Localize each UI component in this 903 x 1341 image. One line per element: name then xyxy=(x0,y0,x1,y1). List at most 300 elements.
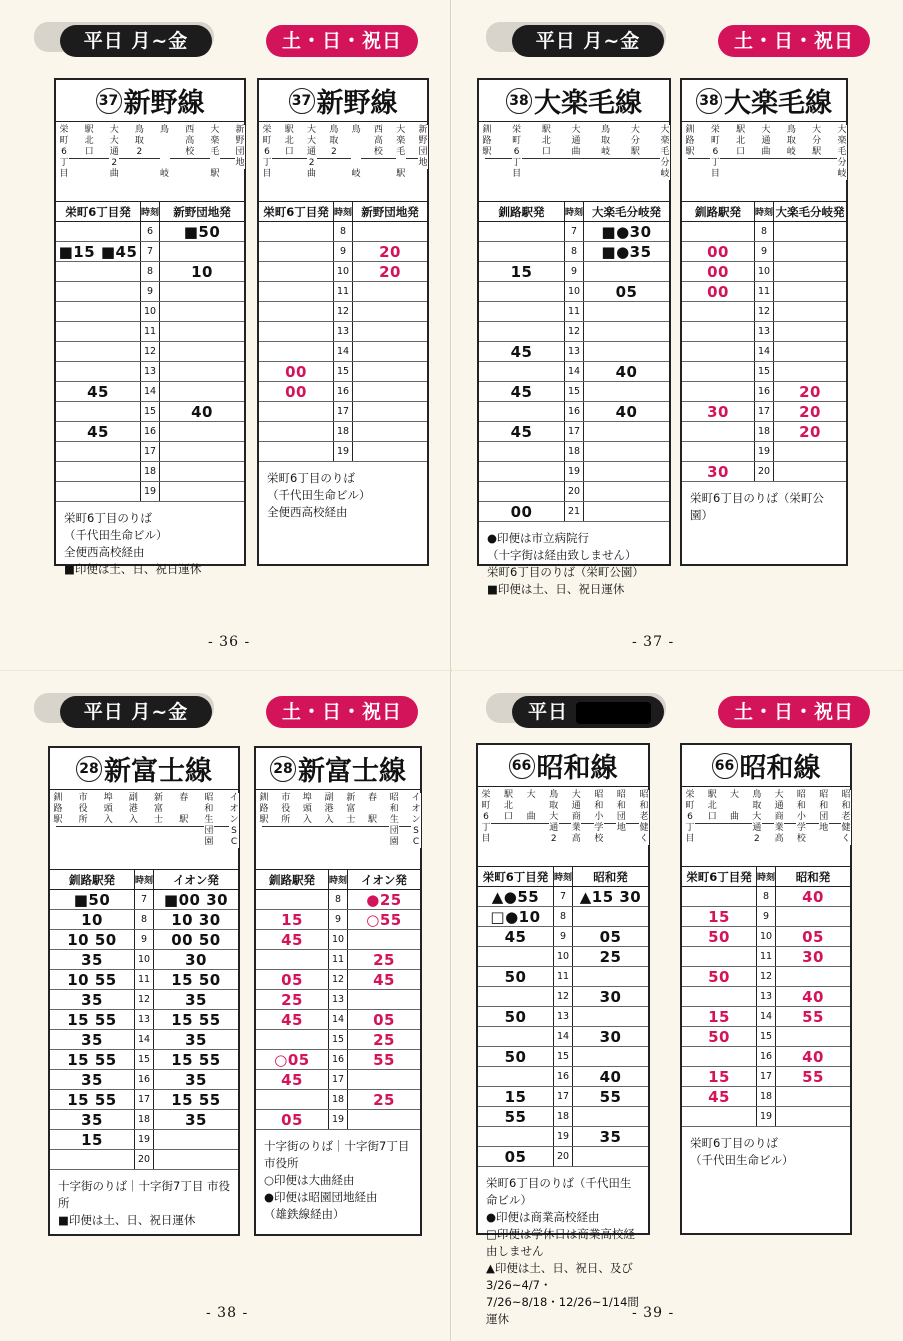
departure-right: 05 xyxy=(615,282,638,301)
note-line: ■印便は土、日、祝日運休 xyxy=(58,1213,196,1227)
departure-right xyxy=(353,322,427,341)
route-number: 66 xyxy=(509,753,535,779)
departure-right xyxy=(353,442,427,461)
table-row xyxy=(259,322,427,342)
note-line: ○印便は大曲経由 xyxy=(264,1173,355,1187)
departure-left xyxy=(56,402,140,421)
departure-left: □●10 xyxy=(490,907,541,926)
table-header xyxy=(478,867,648,887)
departure-left: 15 55 xyxy=(67,1050,117,1069)
table-row xyxy=(478,1147,648,1167)
hour-cell: 17 xyxy=(553,1087,573,1106)
table-row xyxy=(50,930,238,950)
departure-right: 15 55 xyxy=(171,1090,221,1109)
table-row xyxy=(682,462,846,482)
stop-name: 新 富 士 xyxy=(154,793,164,825)
table-row xyxy=(478,1127,648,1147)
hour-cell: 19 xyxy=(553,1127,573,1146)
departure-right xyxy=(353,222,427,241)
note-line: （雄鉄線経由） xyxy=(264,1207,345,1221)
route-title xyxy=(478,745,648,787)
departure-left: 45 xyxy=(87,382,109,401)
table-header xyxy=(256,870,420,890)
departure-right: 30 xyxy=(599,1027,622,1046)
col-right-header: 昭和発 xyxy=(795,869,831,884)
weekday-label xyxy=(60,25,212,57)
departure-left: 30 xyxy=(707,462,729,481)
stop-name: 駅 北 口 xyxy=(541,125,551,157)
stop-name: 昭 和 生 団 園 xyxy=(204,793,214,847)
hour-cell: 17 xyxy=(328,1070,348,1089)
table-row xyxy=(682,342,846,362)
holiday-timetable xyxy=(680,743,852,1235)
hour-cell: 9 xyxy=(754,242,774,261)
hour-cell: 17 xyxy=(333,402,353,421)
table-row xyxy=(479,262,669,282)
weekday-text: 平日 月~金 xyxy=(83,701,189,723)
departure-right xyxy=(776,907,850,926)
hour-cell: 12 xyxy=(333,302,353,321)
departure-right xyxy=(584,442,669,461)
route-stops xyxy=(256,790,420,870)
hour-cell: 15 xyxy=(756,1027,776,1046)
departure-left: 50 xyxy=(708,927,730,946)
holiday-label: 土・日・祝日 xyxy=(266,25,418,57)
departure-left xyxy=(259,442,333,461)
departure-left xyxy=(682,342,754,361)
hour-cell: 9 xyxy=(328,910,348,929)
table-row xyxy=(682,1027,850,1047)
departure-left xyxy=(56,302,140,321)
hour-cell: 19 xyxy=(564,462,584,481)
departure-left xyxy=(479,242,564,261)
departure-right xyxy=(573,907,648,926)
hour-cell: 14 xyxy=(754,342,774,361)
note-line: ▲印便は土、日、祝日、及び3/26~4/7・ xyxy=(486,1261,633,1292)
table-row xyxy=(682,282,846,302)
departure-left xyxy=(256,1090,328,1109)
departure-left: 00 xyxy=(285,362,307,381)
table-row xyxy=(682,987,850,1007)
departure-right: 25 xyxy=(373,950,395,969)
departure-right: 40 xyxy=(802,987,824,1006)
departure-right xyxy=(348,1110,420,1129)
hour-cell: 19 xyxy=(140,482,160,501)
hour-cell: 11 xyxy=(553,967,573,986)
departure-right xyxy=(774,262,846,281)
hour-cell: 10 xyxy=(553,947,573,966)
departure-right xyxy=(573,1107,648,1126)
hour-cell: 10 xyxy=(134,950,154,969)
table-row xyxy=(682,887,850,907)
route-name: 新富士線 xyxy=(298,756,406,787)
stop-name: 昭 和 団 地 xyxy=(819,790,829,833)
departure-right xyxy=(774,362,846,381)
departure-right: 35 xyxy=(185,990,207,1009)
note-line: （千代田生命ビル） xyxy=(267,488,371,502)
departure-left: 45 xyxy=(708,1087,730,1106)
hour-cell: 10 xyxy=(564,282,584,301)
table-row xyxy=(479,302,669,322)
table-row xyxy=(478,1047,648,1067)
timetable-notes xyxy=(56,506,244,582)
route-number: 28 xyxy=(76,756,102,782)
table-row xyxy=(256,1090,420,1110)
stop-name: 大 大 通 2 曲 xyxy=(307,125,317,179)
departure-left xyxy=(479,402,564,421)
note-line: 栄町6丁目のりば（栄町公園） xyxy=(487,565,644,579)
departure-right: 55 xyxy=(599,1087,622,1106)
table-row xyxy=(56,342,244,362)
departure-left xyxy=(479,362,564,381)
route-name: 大楽毛線 xyxy=(724,88,832,119)
departure-right: ■50 xyxy=(183,222,221,241)
table-row xyxy=(479,442,669,462)
hour-cell: 14 xyxy=(328,1010,348,1029)
departure-left xyxy=(478,947,553,966)
hour-cell: 18 xyxy=(754,422,774,441)
stop-name: 西 高 校 xyxy=(185,125,195,157)
table-row xyxy=(56,242,244,262)
timetable-page xyxy=(452,671,903,1341)
timetable-notes xyxy=(479,526,669,602)
hour-cell: 15 xyxy=(564,382,584,401)
departure-left: 50 xyxy=(504,1047,527,1066)
departure-left xyxy=(56,282,140,301)
departure-left: 35 xyxy=(81,1030,103,1049)
departure-left: 50 xyxy=(708,1027,730,1046)
table-row xyxy=(478,1007,648,1027)
hour-cell: 20 xyxy=(564,482,584,501)
col-right-header: 大楽毛分岐発 xyxy=(775,204,845,219)
col-right-header: 新野団地発 xyxy=(361,204,419,219)
hour-cell: 9 xyxy=(134,930,154,949)
hour-cell: 13 xyxy=(140,362,160,381)
table-row xyxy=(56,322,244,342)
departure-right xyxy=(160,462,244,481)
stop-name: 新 富 士 xyxy=(346,793,356,825)
table-row xyxy=(256,990,420,1010)
page-number: - 39 - xyxy=(632,1305,675,1321)
departure-left xyxy=(259,262,333,281)
table-header xyxy=(479,202,669,222)
stop-name: イ オ ン S C xyxy=(411,793,421,847)
departure-right: 35 xyxy=(185,1030,207,1049)
departure-left xyxy=(682,362,754,381)
hour-cell: 13 xyxy=(333,322,353,341)
table-row xyxy=(259,302,427,322)
departure-right: 05 xyxy=(802,927,824,946)
route-stops xyxy=(259,122,427,202)
hour-cell: 19 xyxy=(134,1130,154,1149)
table-row xyxy=(682,1047,850,1067)
table-row xyxy=(256,930,420,950)
hour-cell: 11 xyxy=(564,302,584,321)
departure-right xyxy=(584,302,669,321)
stop-name: 鳥 取 2 xyxy=(134,125,144,157)
hour-cell: 8 xyxy=(564,242,584,261)
departure-right xyxy=(584,342,669,361)
stop-name: 釧 路 駅 xyxy=(685,125,695,157)
departure-right xyxy=(160,382,244,401)
table-row xyxy=(479,382,669,402)
table-row xyxy=(478,987,648,1007)
departure-left xyxy=(682,987,756,1006)
hour-header: 時刻 xyxy=(333,202,353,221)
table-row xyxy=(256,910,420,930)
route-title xyxy=(56,80,244,122)
departure-left: 50 xyxy=(504,1007,527,1026)
table-row xyxy=(478,1087,648,1107)
table-row xyxy=(50,990,238,1010)
note-line: 栄町6丁目のりば xyxy=(64,511,152,525)
stop-name: 市 役 所 xyxy=(78,793,88,825)
departure-left xyxy=(259,222,333,241)
note-line: ■印便は土、日、祝日運休 xyxy=(487,582,625,596)
departure-right: 25 xyxy=(373,1090,395,1109)
table-row xyxy=(479,482,669,502)
stop-name: 駅 北 口 xyxy=(707,790,717,822)
hour-cell: 17 xyxy=(754,402,774,421)
table-row xyxy=(50,890,238,910)
departure-right xyxy=(776,1027,850,1046)
departure-right: 30 xyxy=(802,947,824,966)
table-row xyxy=(479,502,669,522)
stop-name: 春 駅 xyxy=(368,793,378,825)
departure-left: 00 xyxy=(510,502,533,521)
route-name: 昭和線 xyxy=(536,753,618,784)
stop-name: 昭 和 小 学 校 xyxy=(796,790,806,844)
note-line: ●印便は昭園団地経由 xyxy=(264,1190,378,1204)
departure-left xyxy=(682,382,754,401)
departure-left xyxy=(478,1127,553,1146)
hour-cell: 8 xyxy=(134,910,154,929)
route-title xyxy=(256,748,420,790)
hour-cell: 13 xyxy=(553,1007,573,1026)
hour-cell: 19 xyxy=(754,442,774,461)
hour-cell: 9 xyxy=(564,262,584,281)
departure-left xyxy=(259,322,333,341)
note-line: （千代田生命ビル） xyxy=(64,528,168,542)
table-row xyxy=(682,222,846,242)
hour-header: 時刻 xyxy=(564,202,584,221)
stop-name: イ オ ン S C xyxy=(229,793,239,847)
col-right-header: イオン発 xyxy=(173,872,219,887)
hour-cell: 15 xyxy=(134,1050,154,1069)
departure-left xyxy=(479,302,564,321)
stop-name: 栄 町 6 丁 目 xyxy=(59,125,69,179)
stop-name: 昭 和 生 団 園 xyxy=(389,793,399,847)
table-row xyxy=(682,1067,850,1087)
departure-right xyxy=(573,1147,648,1166)
departure-left: 15 xyxy=(708,1007,730,1026)
hour-cell: 15 xyxy=(333,362,353,381)
hour-cell: 18 xyxy=(553,1107,573,1126)
departure-right xyxy=(774,282,846,301)
departure-right: ○55 xyxy=(366,910,402,929)
timetable-page xyxy=(0,0,451,670)
note-line: 栄町6丁目のりば（栄町公園） xyxy=(690,491,824,522)
hour-cell: 10 xyxy=(333,262,353,281)
departure-right xyxy=(160,442,244,461)
note-line: □印便は学休日は商業高校経由しません xyxy=(486,1227,635,1258)
note-line: ●印便は市立病院行 xyxy=(487,531,590,545)
weekday-text: 平日 月~金 xyxy=(535,30,641,52)
hour-cell: 12 xyxy=(134,990,154,1009)
hour-cell: 7 xyxy=(134,890,154,909)
route-name: 新野線 xyxy=(316,88,398,119)
departure-left: 35 xyxy=(81,1070,103,1089)
departure-right xyxy=(573,1007,648,1026)
departure-left xyxy=(479,462,564,481)
departure-right xyxy=(774,442,846,461)
departure-left xyxy=(256,1030,328,1049)
departure-left xyxy=(478,1027,553,1046)
departure-right: 40 xyxy=(802,1047,824,1066)
departure-left: 45 xyxy=(510,422,533,441)
table-row xyxy=(479,282,669,302)
route-title xyxy=(259,80,427,122)
route-stops xyxy=(478,787,648,867)
route-name: 大楽毛線 xyxy=(534,88,642,119)
route-title xyxy=(479,80,669,122)
departure-right xyxy=(584,322,669,341)
page-number: - 36 - xyxy=(208,634,251,650)
hour-cell: 19 xyxy=(328,1110,348,1129)
hour-cell: 8 xyxy=(328,890,348,909)
departure-right xyxy=(353,402,427,421)
departure-right xyxy=(353,342,427,361)
departure-left xyxy=(682,422,754,441)
table-row xyxy=(682,362,846,382)
departure-right xyxy=(348,990,420,1009)
table-row xyxy=(50,1050,238,1070)
stop-name: 埠 頭 入 xyxy=(302,793,312,825)
table-row xyxy=(256,1030,420,1050)
hour-cell: 17 xyxy=(756,1067,776,1086)
hour-cell: 19 xyxy=(756,1107,776,1126)
departure-left xyxy=(682,947,756,966)
table-row xyxy=(479,322,669,342)
note-line: （千代田生命ビル） xyxy=(690,1153,794,1167)
departure-left: 05 xyxy=(281,970,303,989)
stop-name: 大 曲 xyxy=(730,790,740,822)
departure-left xyxy=(256,950,328,969)
departure-left: 10 55 xyxy=(67,970,117,989)
departure-left xyxy=(259,282,333,301)
table-row xyxy=(259,382,427,402)
weekday-timetable xyxy=(48,746,240,1236)
table-row xyxy=(50,1070,238,1090)
departure-right: 20 xyxy=(799,382,821,401)
departure-left: 00 xyxy=(285,382,307,401)
table-row xyxy=(56,442,244,462)
table-row xyxy=(259,282,427,302)
hour-cell: 8 xyxy=(140,262,160,281)
departure-right xyxy=(776,1107,850,1126)
departure-left: ■15 ■45 xyxy=(58,242,138,261)
hour-cell: 14 xyxy=(140,382,160,401)
departure-right: 05 xyxy=(599,927,622,946)
stop-name: 駅 北 口 xyxy=(504,790,514,822)
note-line: 全便西高校経由 xyxy=(64,545,145,559)
departure-right xyxy=(160,342,244,361)
hour-cell: 15 xyxy=(140,402,160,421)
departure-right xyxy=(160,362,244,381)
table-row xyxy=(56,282,244,302)
departure-left: 05 xyxy=(504,1147,527,1166)
departure-left xyxy=(56,362,140,381)
table-row xyxy=(56,382,244,402)
table-row xyxy=(256,1010,420,1030)
hour-cell: 13 xyxy=(754,322,774,341)
table-row xyxy=(479,402,669,422)
departure-right: 10 xyxy=(191,262,213,281)
stop-name: 昭 和 老 健 く xyxy=(841,790,851,844)
timetable-page xyxy=(0,671,451,1341)
table-row xyxy=(259,262,427,282)
stop-name: 栄 町 6 丁 目 xyxy=(512,125,522,179)
departure-right: 15 55 xyxy=(171,1050,221,1069)
departure-right: ▲15 30 xyxy=(579,887,642,906)
table-row xyxy=(56,402,244,422)
departure-right xyxy=(154,1130,238,1149)
departure-right: 15 55 xyxy=(171,1010,221,1029)
departure-left xyxy=(479,482,564,501)
departure-right xyxy=(774,222,846,241)
hour-cell: 15 xyxy=(553,1047,573,1066)
departure-left: 30 xyxy=(707,402,729,421)
stop-name: 鳥 取 2 xyxy=(329,125,339,157)
departure-right xyxy=(584,262,669,281)
departure-right: 10 30 xyxy=(171,910,221,929)
departure-left: 15 xyxy=(504,1087,527,1106)
hour-cell: 20 xyxy=(134,1150,154,1169)
route-title xyxy=(682,745,850,787)
departure-right xyxy=(353,282,427,301)
departure-left: 15 55 xyxy=(67,1010,117,1029)
table-row xyxy=(478,1067,648,1087)
departure-left xyxy=(56,342,140,361)
hour-cell: 16 xyxy=(564,402,584,421)
hour-cell: 16 xyxy=(754,382,774,401)
hour-cell: 15 xyxy=(754,362,774,381)
departure-left: 25 xyxy=(281,990,303,1009)
hour-cell: 10 xyxy=(140,302,160,321)
table-row xyxy=(682,442,846,462)
holiday-timetable xyxy=(254,746,422,1236)
departure-left xyxy=(682,302,754,321)
table-row xyxy=(682,1007,850,1027)
departure-right xyxy=(774,462,846,481)
departure-right: 40 xyxy=(599,1067,622,1086)
col-right-header: イオン発 xyxy=(361,872,407,887)
table-row xyxy=(682,322,846,342)
hour-cell: 8 xyxy=(756,887,776,906)
stop-name: 釧 路 駅 xyxy=(482,125,492,157)
weekday-label xyxy=(60,696,212,728)
table-row xyxy=(50,1150,238,1170)
departure-left xyxy=(478,1067,553,1086)
departure-right xyxy=(776,1087,850,1106)
note-line: ■印便は土、日、祝日運休 xyxy=(64,562,202,576)
departure-right: 40 xyxy=(615,402,638,421)
departure-right: 40 xyxy=(615,362,638,381)
timetable-notes xyxy=(682,486,846,528)
table-row xyxy=(259,402,427,422)
route-stops xyxy=(682,787,850,867)
departure-left: 55 xyxy=(504,1107,527,1126)
